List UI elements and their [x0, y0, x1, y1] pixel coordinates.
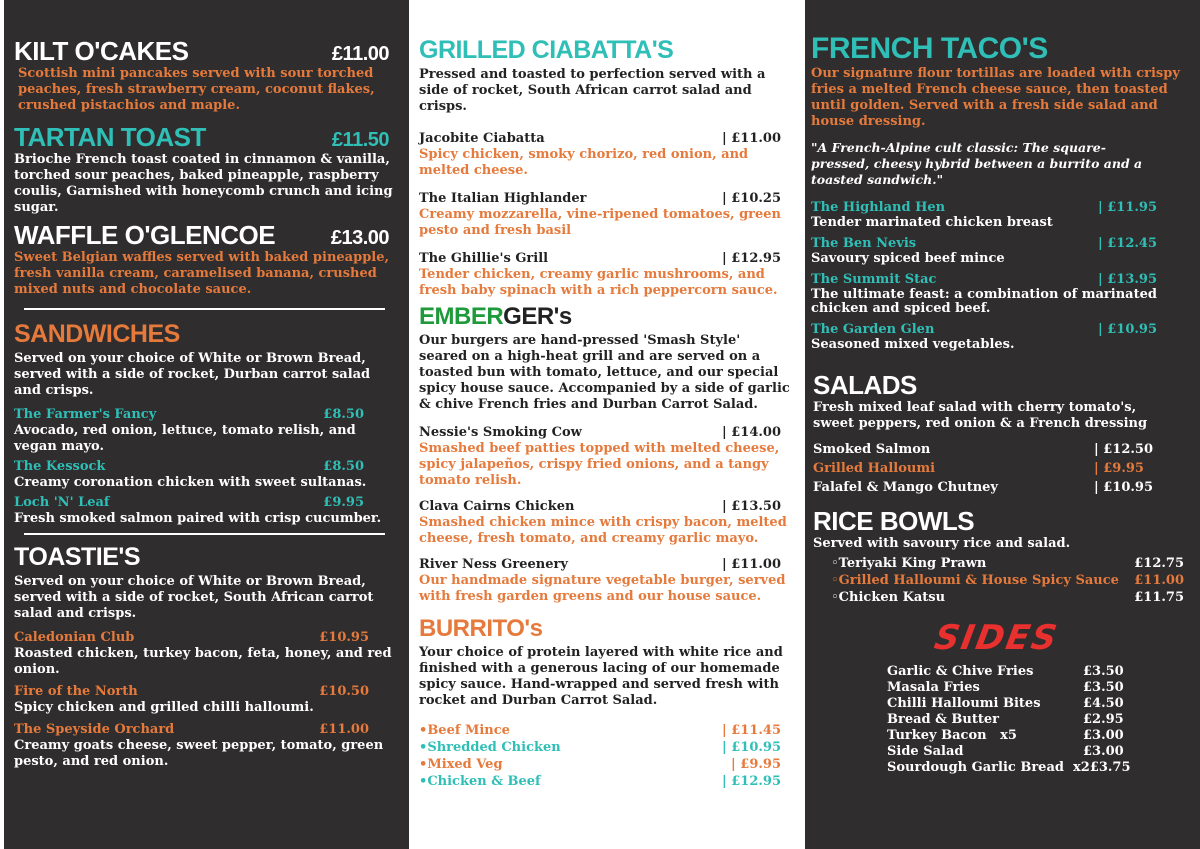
section-intro: Our burgers are hand-pressed 'Smash Style' seared on a high-heat grill and are served on a toasted bun with tomato, lettuce, and our special spicy house sauce. Accompanied by a side of garlic & chive French fries and Durban Carrot Salad.	[419, 333, 790, 412]
item-price: £8.50	[323, 407, 364, 422]
item-price: | £10.95	[721, 740, 781, 755]
salad-option	[813, 461, 1174, 477]
item-price: £3.00	[1083, 728, 1124, 743]
item-description: Tender chicken, creamy garlic mushrooms, and fresh baby spinach with a rich peppercorn sauce.	[419, 267, 778, 298]
item-price: £10.95	[319, 630, 369, 645]
menu-item	[14, 684, 399, 716]
item-name: The Italian Highlander	[419, 191, 587, 206]
item-name: Turkey Bacon x5	[887, 728, 1017, 743]
item-description: Sweet Belgian waffles served with baked pineapple, fresh vanilla cream, caramelised banana, crushed mixed nuts and chocolate sauce.	[14, 250, 390, 297]
ciabatta-list	[419, 131, 791, 299]
section-intro: Fresh mixed leaf salad with cherry tomato's, sweet peppers, red onion & a French dressing	[813, 400, 1148, 431]
item-name: ◦ Chicken Katsu	[838, 590, 946, 605]
side-item	[887, 744, 1127, 760]
side-item	[887, 696, 1127, 712]
item-description: Creamy coronation chicken with sweet sultanas.	[14, 475, 367, 490]
menu-item	[419, 251, 791, 299]
item-name: • Beef Mince	[427, 723, 510, 738]
burrito-option	[419, 740, 791, 756]
item-description: Seasoned mixed vegetables.	[811, 337, 1015, 352]
item-price: £11.50	[331, 129, 389, 151]
burrito-option	[419, 757, 791, 773]
item-name: The Farmer's Fancy	[14, 407, 157, 422]
menu-item-waffle	[14, 222, 399, 248]
toastie-list	[14, 630, 399, 770]
side-item	[887, 680, 1127, 696]
item-title: TARTAN TOAST	[14, 122, 206, 152]
item-price: £11.00	[319, 722, 369, 737]
taco-quote: "A French-Alpine cult classic: The square-pressed, cheesy hybrid between a burrito and a toasted sandwich."	[811, 140, 1143, 187]
item-description: Fresh smoked salmon paired with crisp cucumber.	[14, 511, 382, 526]
item-price: | £13.50	[721, 499, 781, 514]
menu-item	[811, 236, 1192, 266]
item-name: Nessie's Smoking Cow	[419, 425, 582, 440]
item-price: £3.50	[1083, 680, 1124, 695]
section-intro: Our signature flour tortillas are loaded with crispy fries a melted French cheese sauce, then toasted until golden. Served with a fresh side salad and house dressing.	[811, 66, 1180, 129]
item-price: | £13.95	[1097, 272, 1157, 287]
item-name: Side Salad	[887, 744, 964, 759]
item-description: Avocado, red onion, lettuce, tomato relish, and vegan mayo.	[14, 423, 356, 454]
menu-item	[14, 459, 399, 491]
item-name: ◦ Grilled Halloumi & House Spicy Sauce	[838, 573, 1119, 588]
menu-item	[419, 131, 791, 179]
item-name: Smoked Salmon	[813, 442, 931, 457]
menu-item-kilt-ocakes	[14, 38, 399, 64]
section-title-toasties: TOASTIE'S	[14, 543, 141, 571]
menu-item	[14, 722, 399, 770]
item-price: | £10.95	[1094, 480, 1154, 495]
item-name: The Highland Hen	[811, 200, 946, 215]
item-name: Chilli Halloumi Bites	[887, 696, 1041, 711]
item-name: Jacobite Ciabatta	[419, 131, 545, 146]
item-description: Smashed chicken mince with crispy bacon, melted cheese, fresh tomato, and creamy garlic mayo.	[419, 515, 787, 546]
item-price: £8.50	[323, 459, 364, 474]
side-item	[887, 712, 1127, 728]
taco-salad-panel	[805, 0, 1200, 849]
item-description: Creamy mozzarella, vine-ripened tomatoes, green pesto and fresh basil	[419, 207, 782, 238]
rice-bowl-option	[831, 590, 1184, 606]
item-name: • Shredded Chicken	[427, 740, 561, 755]
section-intro: Served on your choice of White or Brown Bread, served with a side of rocket, Durban carrot salad and crisps.	[14, 351, 371, 398]
item-description: Spicy chicken and grilled chilli halloumi.	[14, 700, 314, 715]
menu-item	[419, 191, 791, 239]
menu-item	[14, 407, 399, 455]
section-title-tacos: FRENCH TACO'S	[811, 32, 1048, 65]
section-title-rice-bowls: RICE BOWLS	[813, 506, 975, 536]
item-name: The Kessock	[14, 459, 106, 474]
item-name: River Ness Greenery	[419, 557, 568, 572]
rice-bowl-option	[831, 573, 1184, 589]
item-price: | £12.45	[1097, 236, 1157, 251]
item-name: Garlic & Chive Fries	[887, 664, 1034, 679]
item-price: £9.95	[323, 495, 364, 510]
section-intro: Pressed and toasted to perfection served with a side of rocket, South African carrot salad and crisps.	[419, 67, 766, 114]
side-item	[887, 664, 1127, 680]
item-price: | £11.00	[721, 131, 781, 146]
salad-option	[813, 442, 1174, 458]
divider	[24, 308, 385, 310]
item-price: £11.00	[1134, 573, 1184, 588]
salad-list	[811, 442, 1192, 496]
item-description: Savoury spiced beef mince	[811, 251, 1005, 266]
burger-list	[419, 425, 791, 605]
menu-item	[419, 425, 791, 489]
item-price: | £12.50	[1094, 442, 1154, 457]
item-name: Fire of the North	[14, 684, 138, 699]
item-name: The Garden Glen	[811, 322, 935, 337]
item-name: ◦ Teriyaki King Prawn	[838, 556, 987, 571]
item-description: Creamy goats cheese, sweet pepper, tomato, green pesto, and red onion.	[14, 738, 384, 769]
item-price: £3.50	[1083, 664, 1124, 679]
rice-bowl-option	[831, 556, 1184, 572]
section-title-salads: SALADS	[813, 370, 917, 400]
item-name: Masala Fries	[887, 680, 980, 695]
side-item	[887, 728, 1127, 744]
item-name: Caledonian Club	[14, 630, 135, 645]
burrito-list	[419, 723, 791, 790]
item-price: | £11.95	[1097, 200, 1157, 215]
item-price: £4.50	[1083, 696, 1124, 711]
section-intro: Your choice of protein layered with white rice and finished with a generous lacing of our homemade spicy sauce. Hand-wrapped and served fresh with rocket and Durban Carrot Salad.	[419, 645, 783, 708]
divider	[24, 533, 385, 535]
item-price: | £10.95	[1097, 322, 1157, 337]
section-title-burrito: BURRITO's	[419, 615, 543, 642]
section-intro: Served with savoury rice and salad.	[813, 536, 1071, 551]
item-title: WAFFLE O'GLENCOE	[14, 220, 276, 250]
item-name: The Summit Stac	[811, 272, 937, 287]
menu-item	[14, 495, 399, 527]
section-intro: Served on your choice of White or Brown Bread, served with a side of rocket, South African carrot salad and crisps.	[14, 574, 374, 621]
item-name: Bread & Butter	[887, 712, 999, 727]
item-price: | £11.45	[721, 723, 781, 738]
menu-item-tartan-toast	[14, 124, 399, 150]
item-price: | £12.95	[721, 251, 781, 266]
breakfast-sandwich-panel	[4, 0, 409, 849]
salad-option	[813, 480, 1174, 496]
sandwich-list	[14, 407, 399, 527]
item-description: Roasted chicken, turkey bacon, feta, honey, and red onion.	[14, 646, 392, 677]
item-description: Our handmade signature vegetable burger, served with fresh garden greens and our house sauce.	[419, 573, 786, 604]
section-title-sandwiches: SANDWICHES	[14, 320, 180, 348]
item-price: | £12.95	[721, 774, 781, 789]
item-price: £2.95	[1083, 712, 1124, 727]
item-name: The Speyside Orchard	[14, 722, 175, 737]
item-name: The Ben Nevis	[811, 236, 917, 251]
item-price: | £11.00	[721, 557, 781, 572]
item-price: £13.00	[330, 227, 389, 249]
menu-item	[811, 272, 1192, 316]
item-name: The Ghillie's Grill	[419, 251, 549, 266]
item-price: £3.00	[1083, 744, 1124, 759]
menu-item	[419, 499, 791, 547]
burrito-option	[419, 723, 791, 739]
menu-item	[14, 630, 399, 678]
burrito-option	[419, 774, 791, 790]
menu-item	[419, 557, 791, 605]
item-description: Scottish mini pancakes served with sour torched peaches, fresh strawberry cream, coconut flakes, crushed pistachios and maple.	[18, 66, 375, 113]
item-title: KILT O'CAKES	[14, 36, 189, 66]
item-name: Grilled Halloumi	[813, 461, 936, 476]
section-title-emberger	[419, 305, 791, 329]
item-price: | £9.95	[1094, 461, 1144, 476]
ciabatta-burger-panel	[409, 0, 805, 849]
item-description: Smashed beef patties topped with melted cheese, spicy jalapeños, crispy fried onions, and a tangy tomato relish.	[419, 441, 780, 488]
item-name: Falafel & Mango Chutney	[813, 480, 998, 495]
menu-item	[811, 200, 1192, 230]
item-name: • Mixed Veg	[427, 757, 503, 772]
item-price: £10.50	[319, 684, 369, 699]
item-name: Loch 'N' Leaf	[14, 495, 110, 510]
sides-list	[887, 664, 1131, 776]
item-name: • Chicken & Beef	[427, 774, 541, 789]
item-description: Brioche French toast coated in cinnamon & vanilla, torched sour peaches, baked pineapple, raspberry coulis, Garnished with honeycomb crunch and icing sugar.	[14, 152, 393, 215]
title-part: EMBER	[419, 303, 504, 330]
rice-bowl-list	[811, 556, 1192, 606]
item-price: | £10.25	[721, 191, 781, 206]
item-description: Tender marinated chicken breast	[811, 215, 1053, 230]
item-name: Clava Cairns Chicken	[419, 499, 575, 514]
section-title-ciabatta: GRILLED CIABATTA'S	[419, 36, 674, 64]
item-description: Spicy chicken, smoky chorizo, red onion, and melted cheese.	[419, 147, 749, 178]
menu-item	[811, 322, 1192, 352]
item-price: £11.00	[331, 43, 389, 65]
item-price: £12.75	[1134, 556, 1184, 571]
side-item	[887, 760, 1131, 776]
sides-heading	[811, 618, 1192, 658]
title-part: GER's	[503, 303, 572, 330]
section-title-sides: SIDES	[931, 618, 1062, 658]
item-price: | £14.00	[721, 425, 781, 440]
item-name: Sourdough Garlic Bread x2	[887, 760, 1090, 775]
item-description: The ultimate feast: a combination of marinated chicken and spiced beef.	[811, 287, 1157, 316]
taco-list	[811, 200, 1192, 352]
item-price: £11.75	[1134, 590, 1184, 605]
item-price: £3.75	[1089, 760, 1131, 775]
item-price: | £9.95	[731, 757, 781, 772]
